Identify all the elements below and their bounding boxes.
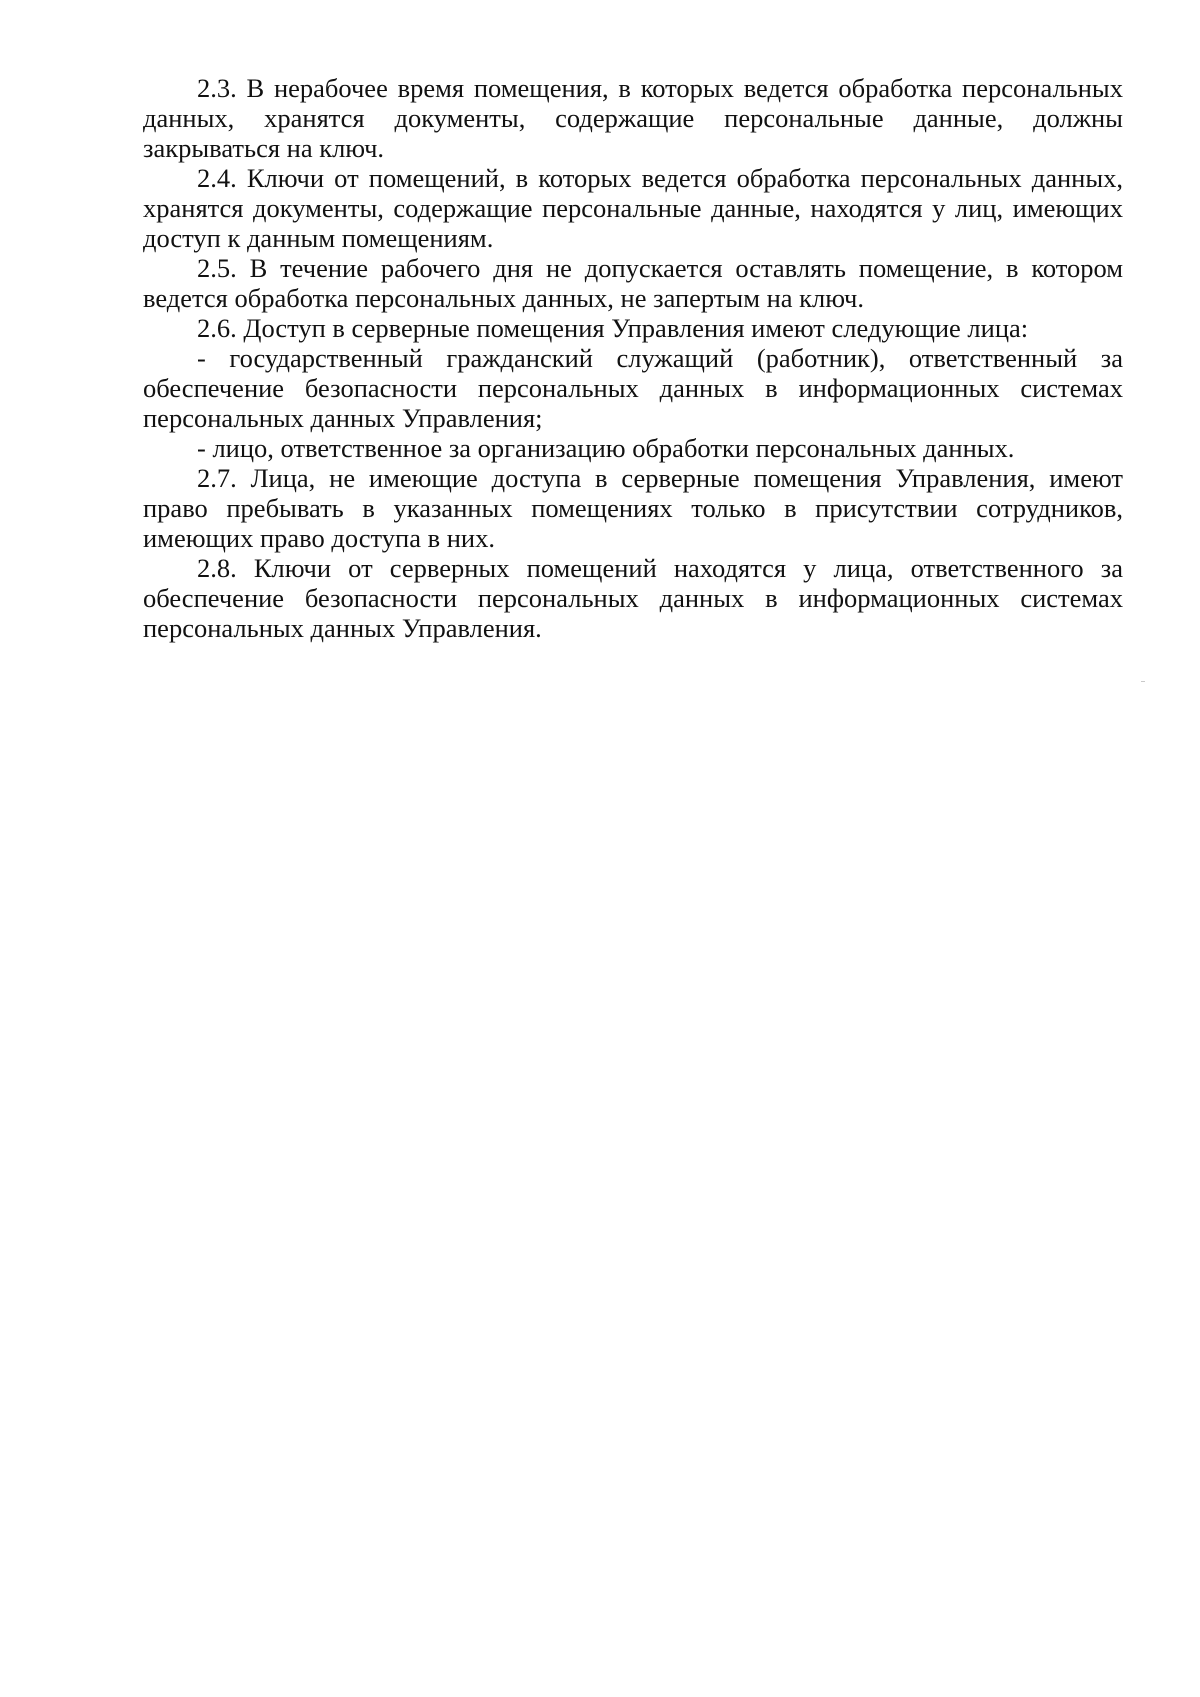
paragraph-2-6: 2.6. Доступ в серверные помещения Управления имеют следующие лица: — [197, 313, 1029, 343]
paragraph-2-8: 2.8. Ключи от серверных помещений находятся у лица, ответственного за обеспечение безопасности персональных данных в информационных системах персональных данных Управления. — [143, 553, 1123, 643]
document-body — [143, 73, 1123, 643]
scan-speck — [1141, 681, 1145, 682]
paragraph-2-7: 2.7. Лица, не имеющие доступа в серверные помещения Управления, имеют право пребывать в указанных помещениях только в присутствии сотрудников, имеющих право доступа в них. — [143, 463, 1123, 553]
list-item-processing-officer: - лицо, ответственное за организацию обработки персональных данных. — [197, 433, 1015, 463]
paragraph-2-5: 2.5. В течение рабочего дня не допускается оставлять помещение, в котором ведется обработка персональных данных, не запертым на ключ. — [143, 253, 1123, 313]
list-item-security-officer: - государственный гражданский служащий (работник), ответственный за обеспечение безопасности персональных данных в информационных системах персональных данных Управления; — [143, 343, 1123, 433]
paragraph-2-4: 2.4. Ключи от помещений, в которых ведется обработка персональных данных, хранятся документы, содержащие персональные данные, находятся у лиц, имеющих доступ к данным помещениям. — [143, 163, 1123, 253]
paragraph-2-3: 2.3. В нерабочее время помещения, в которых ведется обработка персональных данных, хранятся документы, содержащие персональные данные, должны закрываться на ключ. — [143, 73, 1123, 163]
